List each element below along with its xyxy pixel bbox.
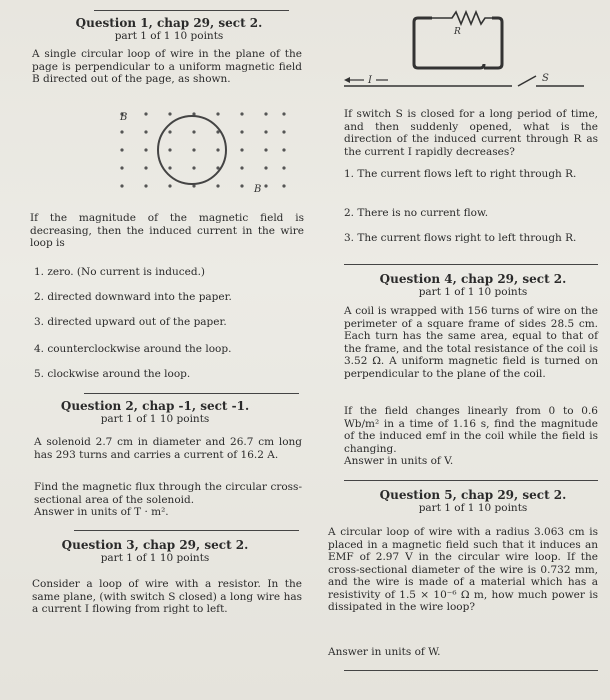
- q1-prompt: If the magnitude of the magnetic field is decreasing, then the induced current in the wire loop is: [30, 212, 304, 249]
- q4-body-1: A coil is wrapped with 156 turns of wire on the perimeter of a square frame of sides 28.5 cm. Each turn has the same area, equal to that of the frame, and the total resistance of the coil is 3.52 Ω. A uniform magnetic field is turned on perpendicular to the plane of the coil.: [344, 305, 598, 380]
- switch-blade: [518, 76, 536, 86]
- field-dot: [192, 130, 195, 133]
- field-dot: [144, 130, 147, 133]
- q4-part: part 1 of 1 10 points: [418, 286, 528, 298]
- field-dots: [120, 112, 285, 187]
- q5-part: part 1 of 1 10 points: [418, 502, 528, 514]
- field-dot: [282, 166, 285, 169]
- field-dot: [120, 184, 123, 187]
- q1-option-4[interactable]: 4. counterclockwise around the loop.: [34, 343, 232, 355]
- field-label-top: B: [120, 112, 128, 123]
- divider: [344, 480, 598, 481]
- q1-title: Question 1, chap 29, sect 2.: [75, 16, 263, 30]
- q4-answer-units: Answer in units of V.: [344, 455, 454, 467]
- q3-part: part 1 of 1 10 points: [100, 552, 210, 564]
- field-dot: [264, 184, 267, 187]
- field-figure: [114, 104, 294, 206]
- wire-loop-right: [484, 18, 502, 68]
- q3-option-3[interactable]: 3. The current flows right to left through R.: [344, 232, 577, 244]
- q1-option-1[interactable]: 1. zero. (No current is induced.): [34, 266, 206, 278]
- field-label-bottom: B: [254, 184, 262, 195]
- q1-option-2[interactable]: 2. directed downward into the paper.: [34, 291, 232, 303]
- q3-option-2[interactable]: 2. There is no current flow.: [344, 207, 489, 219]
- current-arrow-head: [344, 77, 350, 83]
- field-dot: [168, 148, 171, 151]
- field-dot: [168, 112, 171, 115]
- field-dot: [282, 184, 285, 187]
- q2-answer-units: Answer in units of T · m².: [34, 506, 169, 518]
- q1-part: part 1 of 1 10 points: [114, 30, 224, 42]
- field-dot: [240, 148, 243, 151]
- divider: [74, 530, 299, 531]
- q5-answer-units: Answer in units of W.: [328, 646, 441, 658]
- q3-option-1[interactable]: 1. The current flows left to right through R.: [344, 168, 577, 180]
- circuit-diagram: [322, 0, 600, 100]
- q4-body-2: If the field changes linearly from 0 to 0.6 Wb/m² in a time of 1.16 s, find the magnitude of the induced emf in the coil while the field is changing.: [344, 405, 598, 455]
- field-dot: [120, 148, 123, 151]
- q3-body: Consider a loop of wire with a resistor. In the same plane, (with switch S closed) a long wire has a current I flowing from right to left.: [32, 578, 302, 615]
- field-dot: [264, 112, 267, 115]
- q2-body: A solenoid 2.7 cm in diameter and 26.7 cm long has 293 turns and carries a current of 16.2 A.: [34, 436, 302, 461]
- q2-part: part 1 of 1 10 points: [100, 413, 210, 425]
- field-dot: [240, 184, 243, 187]
- field-dot: [144, 184, 147, 187]
- field-dot: [216, 112, 219, 115]
- field-dot: [144, 148, 147, 151]
- current-label: I: [368, 75, 372, 86]
- divider: [94, 10, 289, 11]
- field-dot: [282, 148, 285, 151]
- q1-option-3[interactable]: 3. directed upward out of the paper.: [34, 316, 227, 328]
- field-dot: [144, 112, 147, 115]
- field-dot: [240, 130, 243, 133]
- field-dot: [120, 130, 123, 133]
- resistor-label: R: [454, 27, 461, 37]
- wire-loop-left: [414, 18, 484, 68]
- q4-title: Question 4, chap 29, sect 2.: [379, 272, 567, 286]
- field-dot: [168, 166, 171, 169]
- field-dot: [216, 148, 219, 151]
- field-dot: [240, 112, 243, 115]
- q1-option-5[interactable]: 5. clockwise around the loop.: [34, 368, 191, 380]
- q5-title: Question 5, chap 29, sect 2.: [379, 488, 567, 502]
- q5-body: A circular loop of wire with a radius 3.063 cm is placed in a magnetic field such that it induces an EMF of 2.97 V in the circular wire loop. If the cross-sectional diameter of the wire is 0.732 mm, and the wire is made of a material which has a resistivity of 1.5 × 10⁻⁶ Ω m, how much power is dissipated in the wire loop?: [328, 526, 598, 613]
- field-dot: [216, 184, 219, 187]
- field-dot: [144, 166, 147, 169]
- divider: [84, 393, 299, 394]
- switch-label: S: [542, 73, 549, 84]
- divider: [344, 264, 598, 265]
- field-dot: [264, 166, 267, 169]
- field-dot: [168, 130, 171, 133]
- field-dot: [192, 148, 195, 151]
- field-dot: [192, 166, 195, 169]
- field-dot: [282, 112, 285, 115]
- divider: [344, 670, 598, 671]
- q2-question: Find the magnetic flux through the circular cross-sectional area of the solenoid.: [34, 481, 302, 506]
- q2-title: Question 2, chap -1, sect -1.: [60, 399, 250, 413]
- field-dot: [120, 166, 123, 169]
- q3-title: Question 3, chap 29, sect 2.: [61, 538, 249, 552]
- field-dot: [240, 166, 243, 169]
- q3-question: If switch S is closed for a long period of time, and then suddenly opened, what is the direction of the induced current through R as the current I rapidly decreases?: [344, 108, 598, 158]
- field-dot: [282, 130, 285, 133]
- field-dot: [264, 130, 267, 133]
- field-dot: [264, 148, 267, 151]
- q1-intro: A single circular loop of wire in the plane of the page is perpendicular to a uniform magnetic field B directed out of the page, as shown.: [32, 48, 302, 85]
- field-dot: [168, 184, 171, 187]
- wire-loop: [158, 116, 226, 184]
- resistor: [432, 12, 492, 24]
